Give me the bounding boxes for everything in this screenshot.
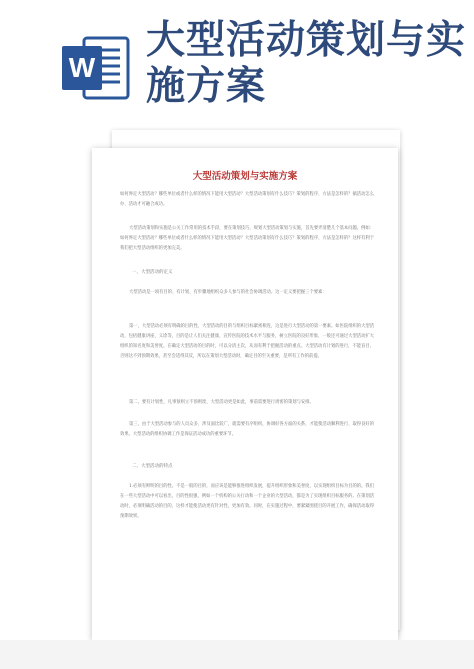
section-heading-1: 一、大型活动的定义 [132,270,173,275]
paragraph-6: 第三，由于大型活动参与的人员众多，涉及面比较广，就需要有序组织，协调好各方面的关系，才能使活动顺利进行，取得良好的效果。大型活动的组织协调工作是保证活动成功的重要环节。 [120,422,374,437]
paragraph-5: 第二，要有计划性，凡事预则立不预则废，大型活动更是如此，事前需要进行周密的策划与安排。 [129,400,314,405]
section-heading-2: 二、大型活动的特点 [132,464,173,469]
banner-title: 大型活动策划与实施方案 [146,18,467,109]
footer-strip [0,640,474,669]
paragraph-intro: 如何界定大型活动？哪些单位或者什么样的情况下能用大型活动？大型活动策划有什么技巧？策划的程序、方法是怎样的？搞活动怎么办、活动才可融合成功。 [120,192,374,207]
header-banner [0,0,474,118]
document-page [92,148,398,640]
document-title: 大型活动策划与实施方案 [192,171,298,182]
paragraph-3: 大型活动是一项有目的、有计划、有步骤地组织众多人参与的社会协调活动。这一定义要把握三个要素： [129,290,327,295]
paragraph-7: 1.必须有鲜明的目的性。不是一般的目的，而应该是能够推进组织发展，提升组织形象和美誉度，以实现组织目标为目的的。我们在一些大型活动中可以看出，目的性很强，例如一个机构的公关行动和一个企业的大型活动，都是为了实现组织目标服务的。在策划活动时，必须明确活动的目的，这样才能使活动更有针对性，更加有效。同时，在实施过程中，要紧紧围绕目的开展工作，确保活动取得预期效果。 [120,484,374,519]
word-document-icon [62,34,130,102]
word-logo-letter: W [68,52,96,83]
paragraph-4: 第一，大型活动必须有明确的目的性，大型活动的目的与组织目标紧密相连，这是进行大型活动的第一要素。如医院组织的大型活动，包括健康讲座、义诊等，目的是让人们关注健康、宣传医院的技术水平与服务，树立医院的良好形象，一般还可通过大型活动扩大组织的知名度和美誉度。在确定大型活动的目的时，可以分清主次，从而有利于把握活动的重点。大型活动有计划的进行，不能盲目，否则达不到预期效果，甚至会适得其反，所以在策划大型活动时，确定目的至关重要，是所有工作的前提。 [120,324,374,359]
paragraph-2: 大型活动策划和实施是公关工作常用的技术手段，要在策划技巧，规划大型活动策划与实施，首先要弄清楚几个基本问题。例如：如何界定大型活动？哪些单位或者什么样的情况下能用大型活动？大型活动策划有什么技巧？策划的程序、方法是怎样的？这样有利于我们把大型活动组织的更加完美。 [120,226,374,251]
